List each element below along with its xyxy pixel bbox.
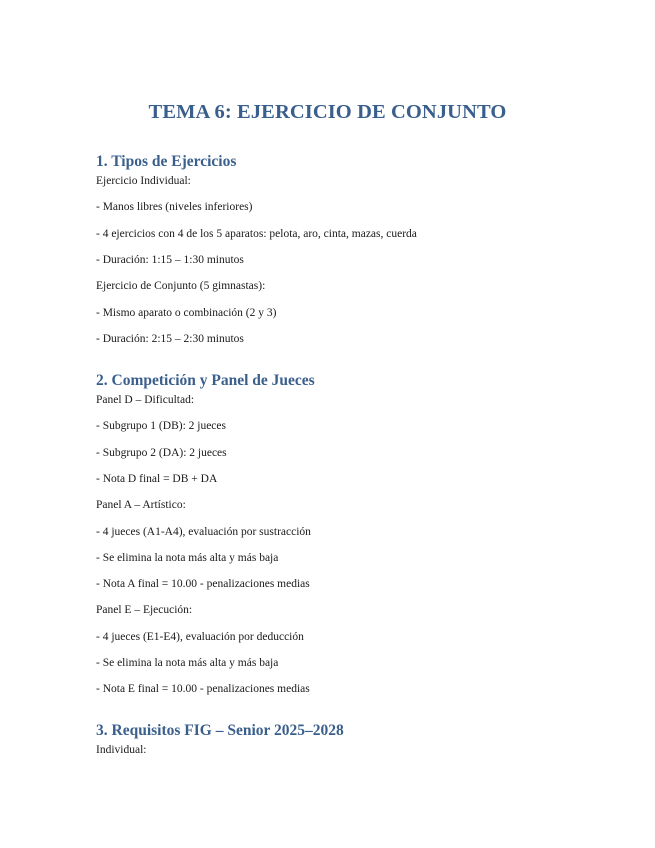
text-line: Panel E – Ejecución: <box>96 604 193 616</box>
text-line: - Se elimina la nota más alta y más baja <box>96 552 279 564</box>
text-line: - Duración: 1:15 – 1:30 minutos <box>96 254 244 266</box>
document-title: TEMA 6: EJERCICIO DE CONJUNTO <box>148 101 507 123</box>
text-line: - Nota A final = 10.00 - penalizaciones medias <box>96 578 310 590</box>
text-line: - Nota E final = 10.00 - penalizaciones medias <box>96 683 310 695</box>
text-line: Ejercicio Individual: <box>96 175 191 187</box>
section-heading-competicion-jueces: 2. Competición y Panel de Jueces <box>96 372 315 389</box>
text-line: - Duración: 2:15 – 2:30 minutos <box>96 333 244 345</box>
text-line: - Manos libres (niveles inferiores) <box>96 201 253 213</box>
text-line: - Subgrupo 2 (DA): 2 jueces <box>96 447 227 459</box>
text-line: - 4 ejercicios con 4 de los 5 aparatos: pelota, aro, cinta, mazas, cuerda <box>96 228 417 240</box>
text-line: Individual: <box>96 744 147 756</box>
section-heading-tipos-ejercicios: 1. Tipos de Ejercicios <box>96 153 237 170</box>
text-line: - 4 jueces (A1-A4), evaluación por sustracción <box>96 526 311 538</box>
text-line: Panel D – Dificultad: <box>96 394 195 406</box>
text-line: - Nota D final = DB + DA <box>96 473 218 485</box>
text-line: Ejercicio de Conjunto (5 gimnastas): <box>96 280 266 292</box>
text-line: - Mismo aparato o combinación (2 y 3) <box>96 307 277 319</box>
section-heading-requisitos-fig: 3. Requisitos FIG – Senior 2025–2028 <box>96 722 344 739</box>
text-line: - Se elimina la nota más alta y más baja <box>96 657 279 669</box>
text-line: Panel A – Artístico: <box>96 499 186 511</box>
text-line: - Subgrupo 1 (DB): 2 jueces <box>96 420 226 432</box>
text-line: - 4 jueces (E1-E4), evaluación por deducción <box>96 631 304 643</box>
